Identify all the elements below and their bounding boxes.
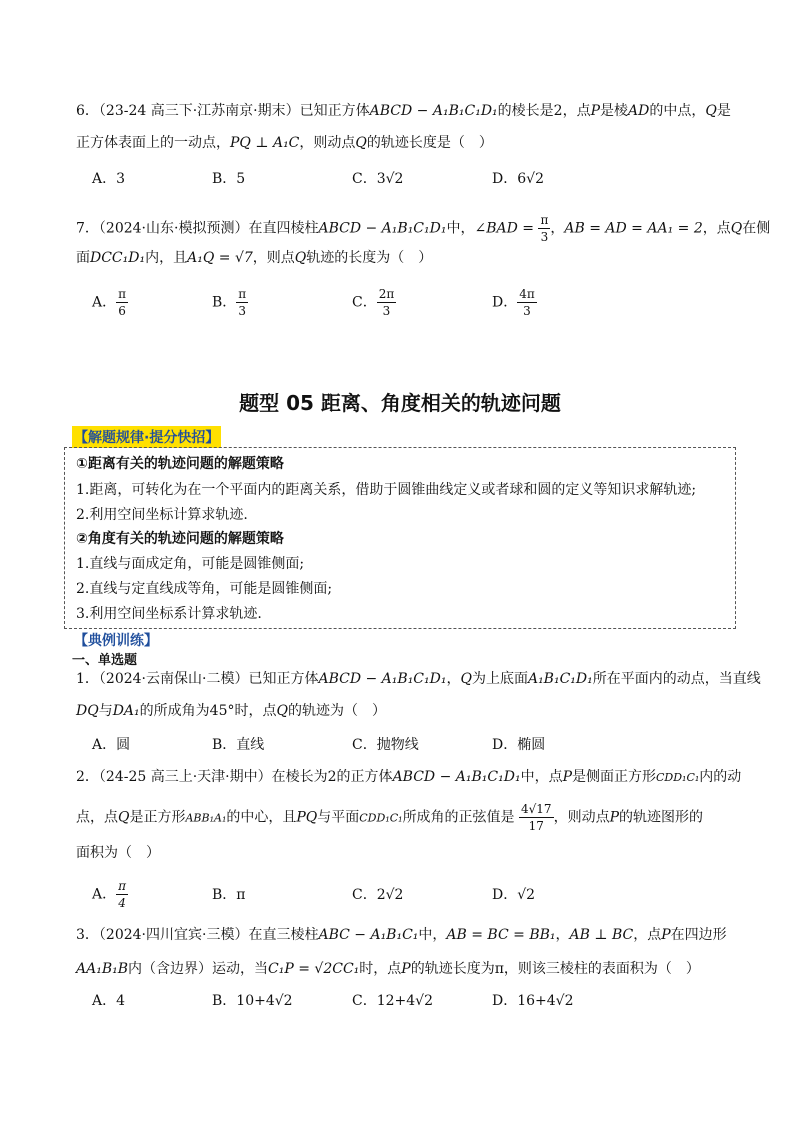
e3-option-d[interactable]: D．16+4√2 [492,993,574,1009]
tip1-item-2: 2.利用空间坐标计算求轨迹. [76,507,248,523]
e1-option-b[interactable]: B．直线 [212,737,265,753]
e3-option-c[interactable]: C．12+4√2 [352,993,433,1009]
q6-options [92,168,732,208]
e2-line-3: 面积为（ ） [76,845,160,861]
e2-option-a[interactable]: A． $\frac{\pi}{4}$ [92,879,127,910]
q6-option-a[interactable]: A．3 [92,171,126,187]
e3-line-2: AA₁B₁B内（含边界）运动，当C₁P = √2CC₁时，点P的轨迹长度为π，则该三棱柱的表面积为（ ） [76,961,700,977]
e2-option-c[interactable]: C．2√2 [352,887,404,903]
e2-option-b[interactable]: B．π [212,887,246,903]
e2-options [92,878,732,918]
e3-line-1: 3．（2024·四川宜宾·三模）在直三棱柱ABC − A₁B₁C₁中，AB = BC = BB₁，AB ⊥ BC，点P在四边形 [76,927,727,943]
q7-line-1: 7．（2024·山东·模拟预测）在直四棱柱ABCD − A₁B₁C₁D₁中，∠BAD = $\frac{\pi}{3}$ ，AB = AD = AA₁ = 2，点Q在侧 [76,213,771,244]
q6-line-1: 6．（23-24 高三下·江苏南京·期末）已知正方体ABCD − A₁B₁C₁D₁的棱长是2，点P是棱AD的中点，Q是 [76,103,731,119]
q7-line-2: 面DCC₁D₁内，且A₁Q = √7，则点Q轨迹的长度为（ ） [76,250,433,266]
tip2-item-3: 3.利用空间坐标系计算求轨迹. [76,606,262,622]
e1-line-1: 1．（2024·云南保山·二模）已知正方体ABCD − A₁B₁C₁D₁，Q为上底面A₁B₁C₁D₁所在平面内的动点，当直线 [76,671,761,687]
e2-option-d[interactable]: D．√2 [492,887,536,903]
tip2-title: ②角度有关的轨迹问题的解题策略 [76,531,284,547]
e3-options [92,990,732,1030]
e3-option-a[interactable]: A．4 [92,993,126,1009]
q7-option-c[interactable]: C． $\frac{2\pi}{3}$ [352,287,395,318]
e3-option-b[interactable]: B．10+4√2 [212,993,293,1009]
section-heading: 题型 05 距离、角度相关的轨迹问题 [239,391,561,415]
e1-option-c[interactable]: C．抛物线 [352,737,419,753]
e2-line-1: 2．（24-25 高三上·天津·期中）在棱长为2的正方体ABCD − A₁B₁C₁D₁中，点P是侧面正方形CDD₁C₁内的动 [76,769,742,785]
e1-option-a[interactable]: A．圆 [92,737,131,753]
q6-option-c[interactable]: C．3√2 [352,171,404,187]
q7-option-a[interactable]: A． $\frac{\pi}{6}$ [92,287,127,318]
q6-line-2: 正方体表面上的一动点，PQ ⊥ A₁C，则动点Q的轨迹长度是（ ） [76,135,493,151]
q7-options [92,286,732,326]
q6-option-d[interactable]: D．6√2 [492,171,544,187]
tips-tag: 【解题规律·提分快招】 [72,426,221,448]
tip1-item-1: 1.距离，可转化为在一个平面内的距离关系，借助于圆锥曲线定义或者球和圆的定义等知识求解轨迹; [76,482,697,498]
q6-option-b[interactable]: B．5 [212,171,246,187]
single-choice-label: 一、单选题 [72,653,138,668]
e1-line-2: DQ与DA₁的所成角为45°时，点Q的轨迹为（ ） [76,703,386,719]
q7-option-b[interactable]: B． $\frac{\pi}{3}$ [212,287,247,318]
e2-line-2: 点，点Q是正方形ABB₁A₁的中心，且PQ与平面CDD₁C₁所成角的正弦值是 $\frac{4√17}{17}$ ，则动点P的轨迹图形的 [76,802,703,833]
e1-option-d[interactable]: D．椭圆 [492,737,546,753]
tip1-title: ①距离有关的轨迹问题的解题策略 [76,456,284,472]
tip2-item-1: 1.直线与面成定角，可能是圆锥侧面; [76,556,305,572]
training-tag: 【典例训练】 [74,633,158,649]
q7-option-d[interactable]: D． $\frac{4\pi}{3}$ [492,287,535,318]
tip2-item-2: 2.直线与定直线成等角，可能是圆锥侧面; [76,581,333,597]
